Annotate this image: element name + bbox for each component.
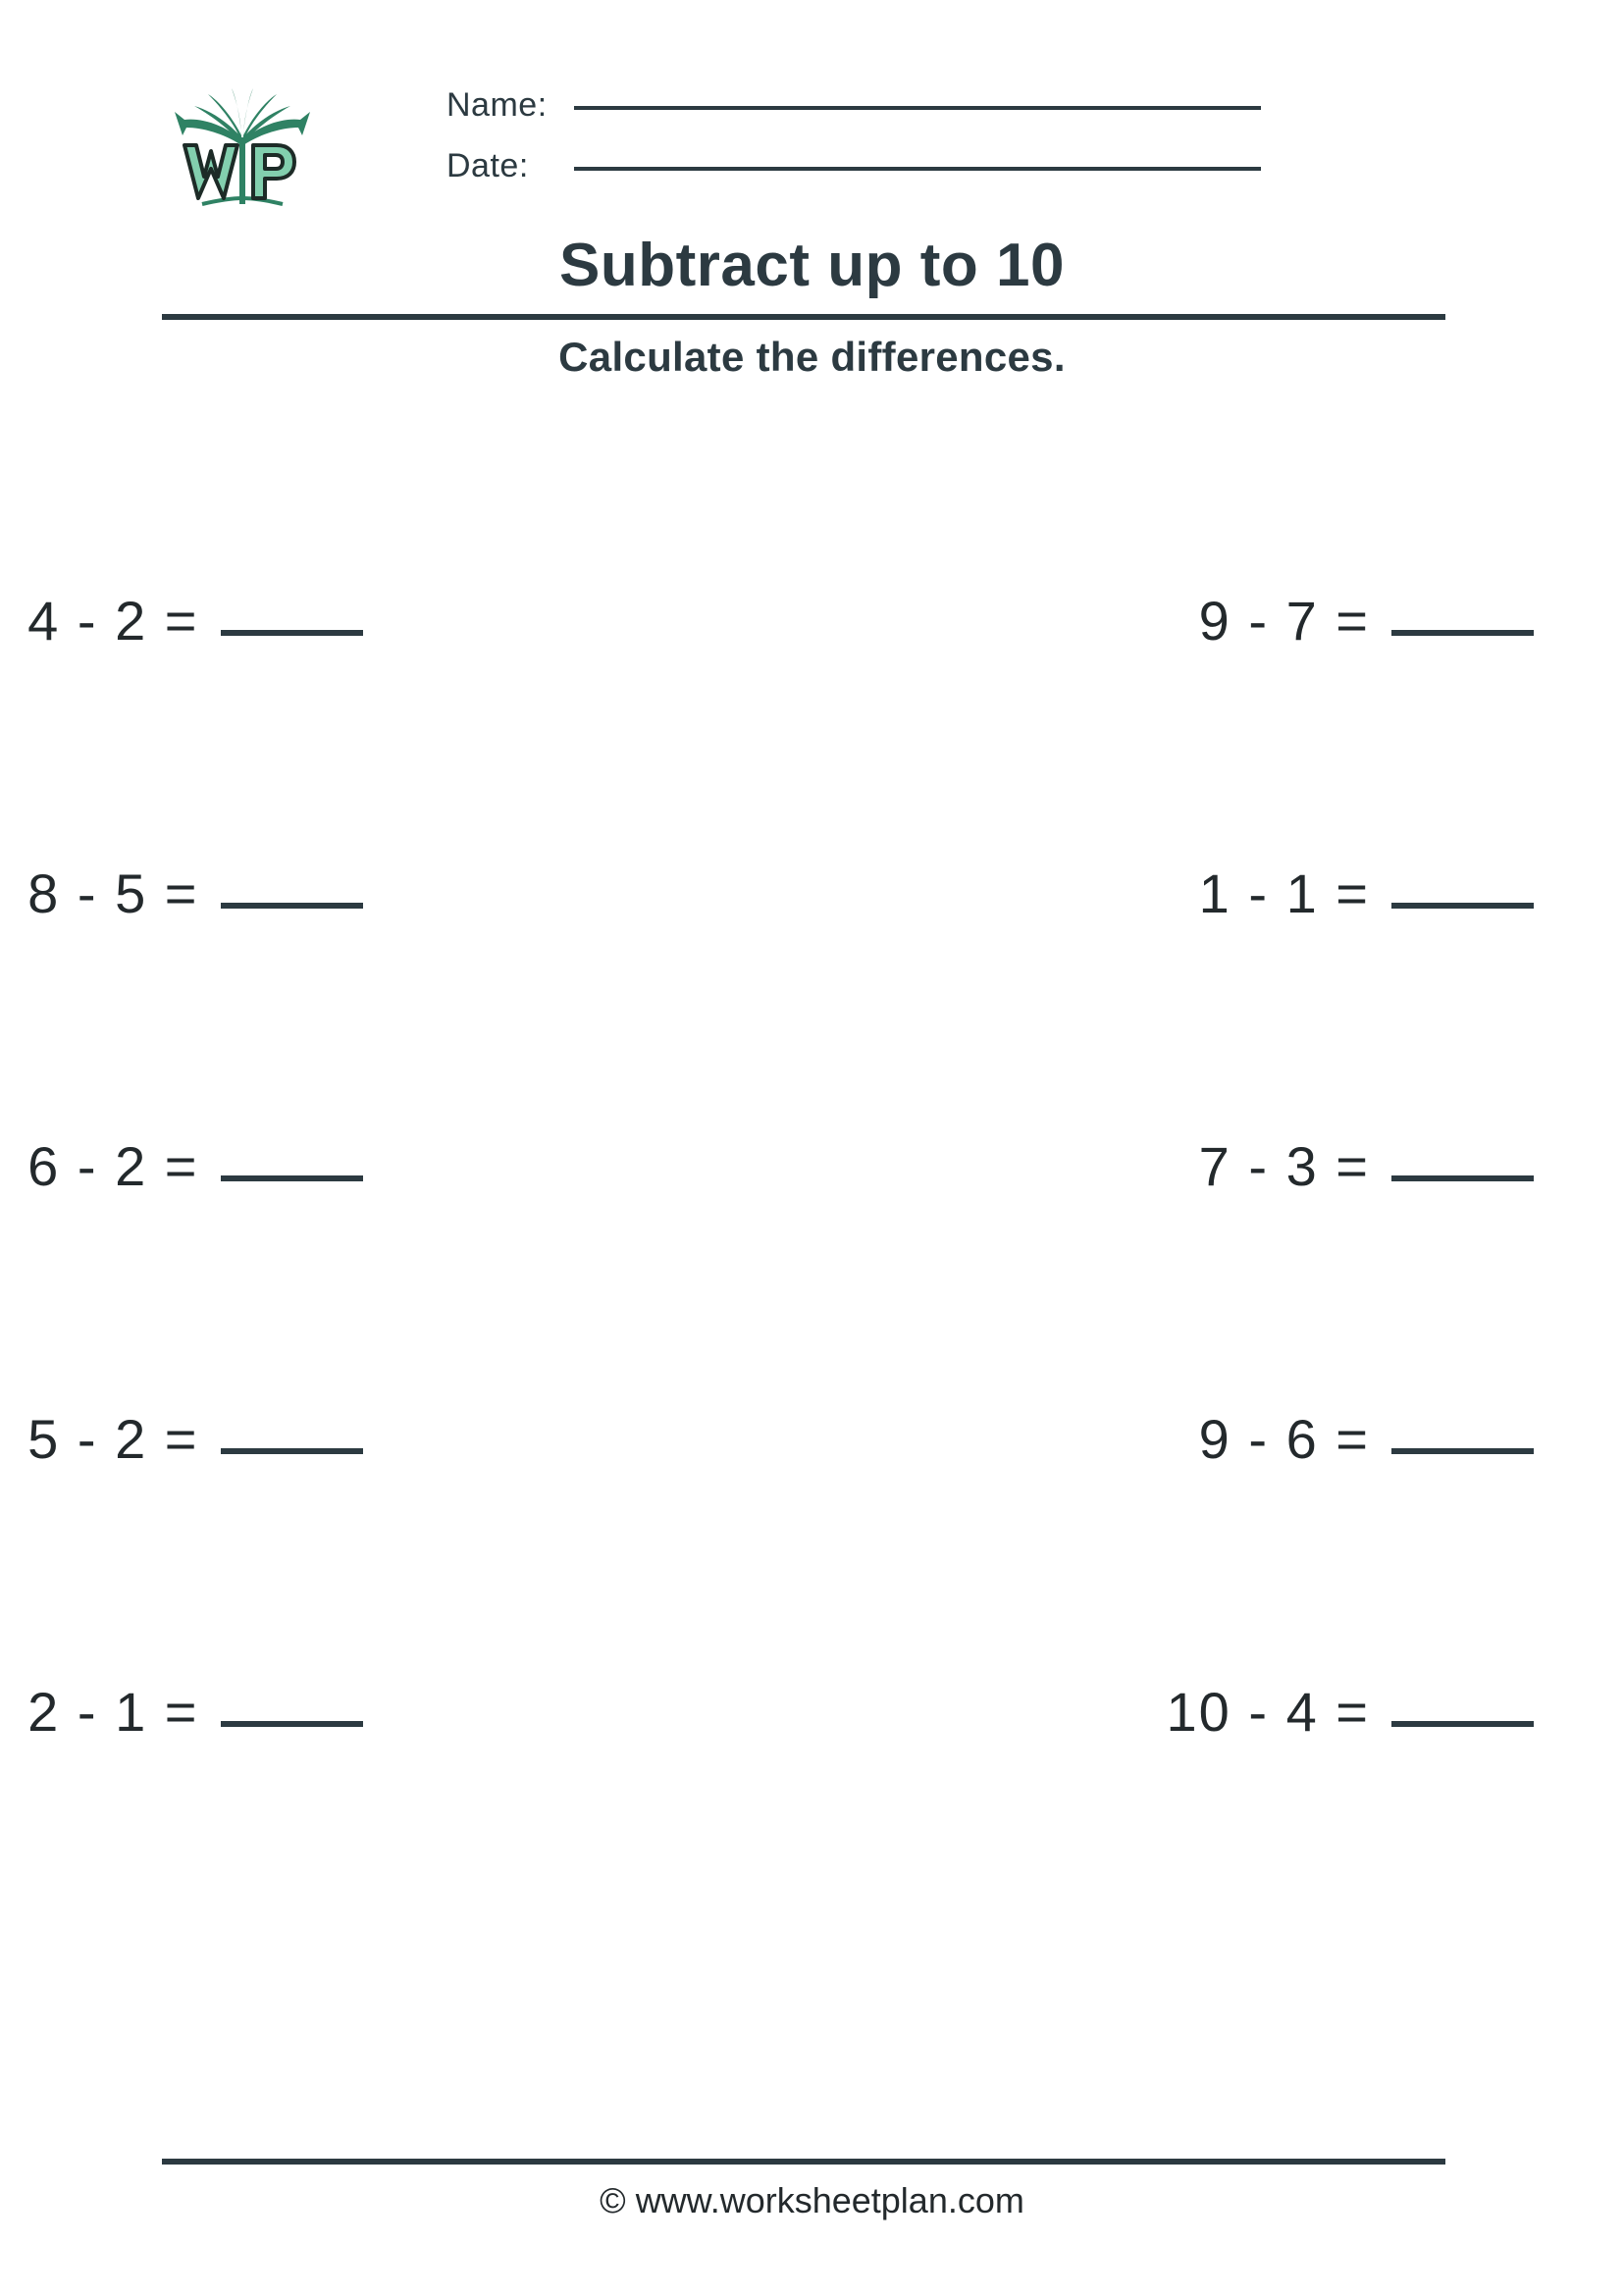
open-book-logo-icon (157, 78, 324, 216)
copyright-icon: © (600, 2180, 626, 2220)
answer-blank[interactable] (1391, 630, 1534, 636)
answer-blank[interactable] (221, 1175, 363, 1181)
problem-expression: 2 - 1 = (27, 1681, 199, 1743)
problem-expression: 10 - 4 = (1166, 1681, 1370, 1743)
name-label: Name: (446, 86, 548, 124)
answer-blank[interactable] (1391, 903, 1534, 909)
problem-3 (27, 1134, 362, 1198)
problem-row (0, 861, 1624, 1134)
title-divider (162, 314, 1445, 320)
problem-expression: 1 - 1 = (1198, 862, 1370, 924)
problem-expression: 5 - 2 = (27, 1408, 199, 1470)
problem-row (0, 1407, 1624, 1680)
worksheet-header (0, 39, 1624, 196)
problems-grid (0, 589, 1624, 1953)
problem-cell (812, 1680, 1624, 1953)
problem-9 (1199, 1407, 1534, 1471)
footer (0, 2180, 1624, 2221)
name-field-row (446, 86, 1261, 147)
problem-cell (812, 861, 1624, 1134)
instructions-text: Calculate the differences. (558, 334, 1066, 380)
problem-cell (0, 589, 812, 861)
name-input-line[interactable] (574, 106, 1261, 110)
problem-cell (0, 1134, 812, 1407)
problem-row (0, 1134, 1624, 1407)
problem-cell (0, 1407, 812, 1680)
answer-blank[interactable] (1391, 1721, 1534, 1727)
problem-cell (812, 589, 1624, 861)
problem-expression: 7 - 3 = (1198, 1135, 1370, 1197)
answer-blank[interactable] (221, 1448, 363, 1454)
problem-7 (1199, 861, 1534, 925)
problem-expression: 9 - 7 = (1198, 590, 1370, 652)
answer-blank[interactable] (221, 903, 363, 909)
problem-cell (0, 861, 812, 1134)
problem-expression: 8 - 5 = (27, 862, 199, 924)
problem-cell (812, 1134, 1624, 1407)
answer-blank[interactable] (1391, 1175, 1534, 1181)
website-url: www.worksheetplan.com (635, 2180, 1024, 2220)
answer-blank[interactable] (221, 630, 363, 636)
problem-cell (812, 1407, 1624, 1680)
problem-expression: 9 - 6 = (1198, 1408, 1370, 1470)
problem-row (0, 1680, 1624, 1953)
problem-4 (27, 1407, 362, 1471)
footer-divider (162, 2159, 1445, 2165)
problem-row (0, 589, 1624, 861)
problem-2 (27, 861, 362, 925)
problem-5 (27, 1680, 362, 1744)
date-field-row (446, 147, 1261, 208)
problem-expression: 4 - 2 = (27, 590, 199, 652)
date-input-line[interactable] (574, 167, 1261, 171)
problem-8 (1199, 1134, 1534, 1198)
answer-blank[interactable] (1391, 1448, 1534, 1454)
page-title: Subtract up to 10 (559, 232, 1065, 299)
problem-cell (0, 1680, 812, 1953)
problem-expression: 6 - 2 = (27, 1135, 199, 1197)
problem-6 (1199, 589, 1534, 652)
problem-1 (27, 589, 362, 652)
problem-10 (1167, 1680, 1534, 1744)
answer-blank[interactable] (221, 1721, 363, 1727)
student-fields (446, 86, 1261, 208)
date-label: Date: (446, 147, 529, 184)
